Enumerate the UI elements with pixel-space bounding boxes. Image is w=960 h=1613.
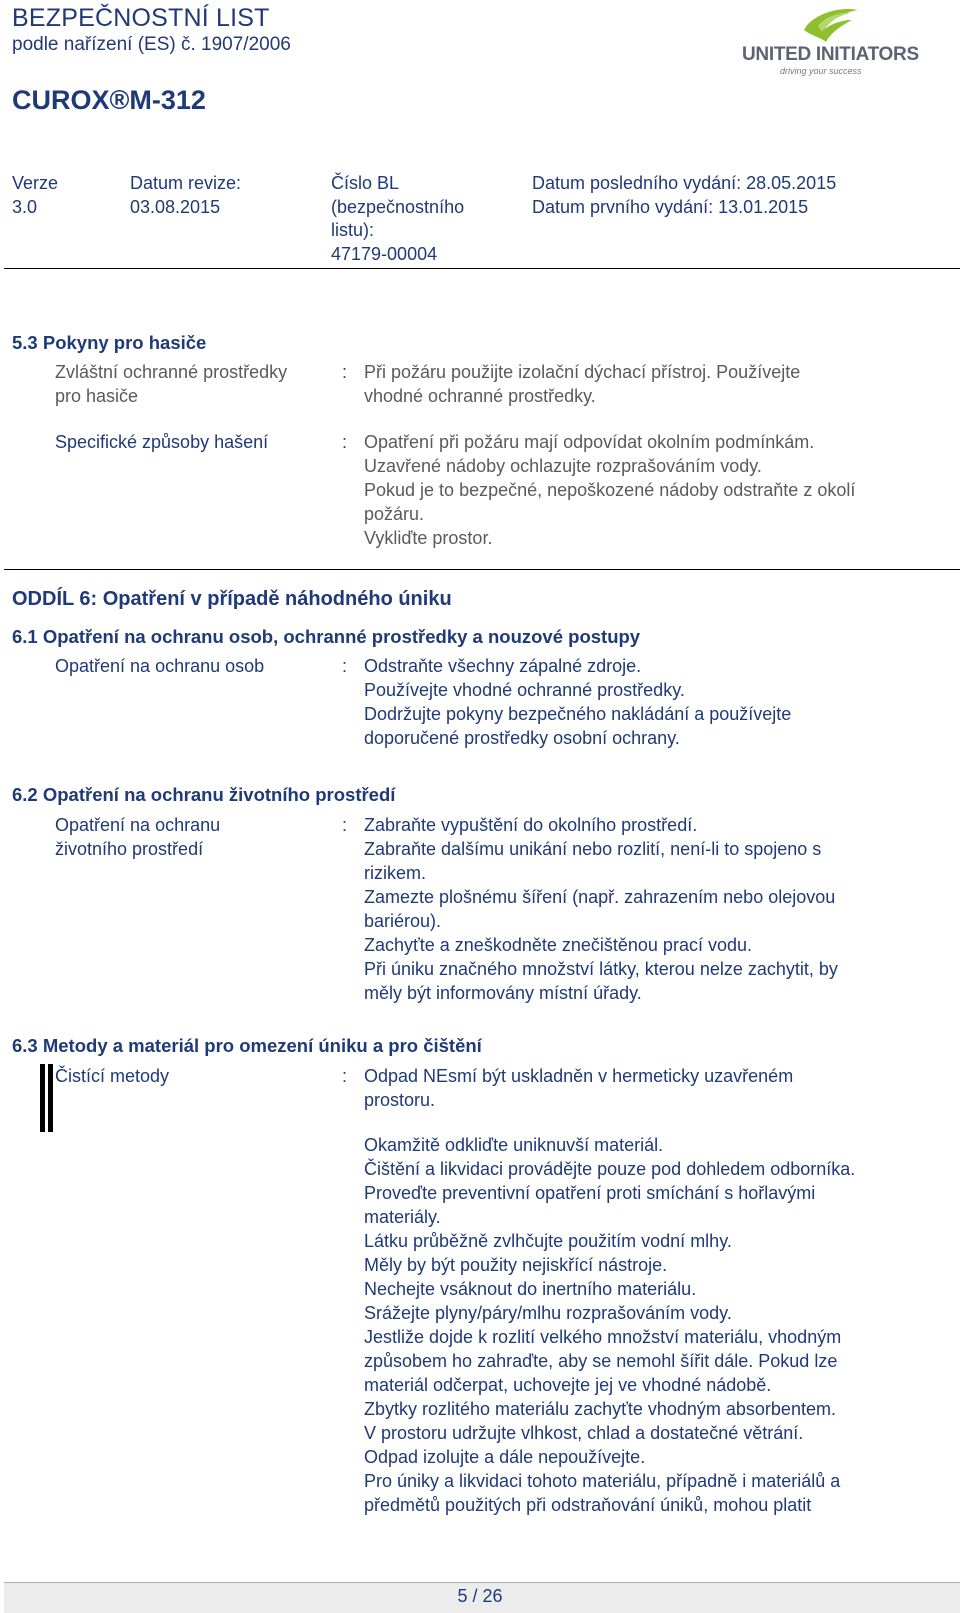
row-value-special-equipment: Při požáru použijte izolační dýchací přístroj. Používejte vhodné ochranné prostředky. [364, 362, 801, 406]
subsection-heading-6-2: 6.2 Opatření na ochranu životního prostředí [12, 784, 396, 805]
row-label-cleaning-methods: Čistící metody [55, 1066, 170, 1086]
revision-bar [40, 1064, 45, 1132]
document-title: BEZPEČNOSTNÍ LIST [12, 4, 270, 32]
meta-version-label: Verze [12, 173, 59, 193]
row-colon: : [342, 815, 348, 835]
row-value-cleaning-methods-b: Okamžitě odkliďte uniknuvší materiál. Čištění a likvidaci provádějte pouze pod dohledem odborníka. Proveďte preventivní opatření proti smíchání s hořlavými materiály. Látku průběžně zvlhčujte použitím vodní mlhy. Měly by být použity nejiskřící nástroje. Nechejte vsáknout do inertního materiálu. Srážejte plyny/páry/mlhu rozprašováním vody. Jestliže dojde k rozlití velkého množství materiálu, vhodným způsobem ho zahraďte, aby se nemohl šířit dále. Pokud lze materiál odčerpat, uchovejte jej ve vhodné nádobě. Zbytky rozlitého materiálu zachyťte vhodným absorbentem. V prostoru udržujte vlhkost, chlad a dostatečné větrání. Odpad izolujte a dále nepoužívejte. Pro úniky a likvidaci tohoto materiálu, případně i materiálů a předmětů použitých při odstraňování úniků, mohou platit [364, 1135, 856, 1515]
meta-last-issue: Datum posledního vydání: 28.05.2015 [532, 173, 837, 193]
row-value-personal-precautions: Odstraňte všechny zápalné zdroje. Používejte vhodné ochranné prostředky. Dodržujte pokyny bezpečného nakládání a používejte doporučené prostředky osobní ochrany. [364, 656, 792, 748]
row-label-special-equipment: Zvláštní ochranné prostředky pro hasiče [55, 362, 288, 406]
logo-tagline: driving your success [780, 66, 862, 76]
section-heading-6: ODDÍL 6: Opatření v případě náhodného úniku [12, 588, 452, 610]
meta-first-issue: Datum prvního vydání: 13.01.2015 [532, 196, 809, 217]
row-label-personal-precautions: Opatření na ochranu osob [55, 656, 265, 676]
row-colon: : [342, 432, 348, 452]
row-value-extinguishing-methods: Opatření při požáru mají odpovídat okolním podmínkám. Uzavřené nádoby ochlazujte rozprašováním vody. Pokud je to bezpečné, nepoškozené nádoby odstraňte z okolí požáru. Vykliďte prostor. [364, 432, 856, 548]
meta-version [12, 172, 58, 219]
row-value-cleaning-methods-a: Odpad NEsmí být uskladněn v hermeticky uzavřeném prostoru. [364, 1066, 794, 1110]
meta-issue-dates [532, 172, 836, 219]
meta-sds-label-1: Číslo BL [331, 173, 400, 193]
subsection-heading-6-3: 6.3 Metody a materiál pro omezení úniku a pro čištění [12, 1035, 482, 1056]
meta-sds-value: 47179-00004 [331, 243, 438, 264]
row-colon: : [342, 656, 348, 676]
row-colon: : [342, 1066, 348, 1086]
meta-sds-number [331, 172, 464, 266]
company-logo [740, 4, 925, 76]
meta-version-value: 3.0 [12, 196, 38, 217]
product-name: CUROX®M-312 [12, 85, 206, 115]
meta-sds-label-3: listu): [331, 220, 375, 240]
meta-sds-label-2: (bezpečnostního [331, 196, 465, 217]
meta-revision-label: Datum revize: [130, 173, 242, 193]
row-colon: : [342, 362, 348, 382]
row-value-environmental-precautions: Zabraňte vypuštění do okolního prostředí. Zabraňte dalšímu unikání nebo rozlití, není-li to spojeno s rizikem. Zamezte plošnému šíření (např. zahrazením nebo olejovou bariérou). Zachyťte a zneškodněte znečištěnou prací vodu. Při úniku značného množství látky, kterou nelze zachytit, by měly být informovány místní úřady. [364, 815, 838, 1003]
row-label-extinguishing-methods: Specifické způsoby hašení [55, 432, 269, 452]
revision-bar [48, 1064, 53, 1132]
page-number: 5 / 26 [457, 1586, 503, 1606]
row-label-environmental-precautions: Opatření na ochranu životního prostředí [55, 815, 221, 859]
section-divider [4, 569, 960, 570]
document-subtitle: podle nařízení (ES) č. 1907/2006 [12, 34, 291, 55]
meta-revision [130, 172, 241, 219]
header-divider [4, 268, 960, 269]
logo-brand-text: UNITED INITIATORS [742, 44, 919, 65]
subsection-heading-5-3: 5.3 Pokyny pro hasiče [12, 332, 207, 353]
subsection-heading-6-1: 6.1 Opatření na ochranu osob, ochranné prostředky a nouzové postupy [12, 626, 641, 647]
meta-revision-value: 03.08.2015 [130, 196, 221, 217]
